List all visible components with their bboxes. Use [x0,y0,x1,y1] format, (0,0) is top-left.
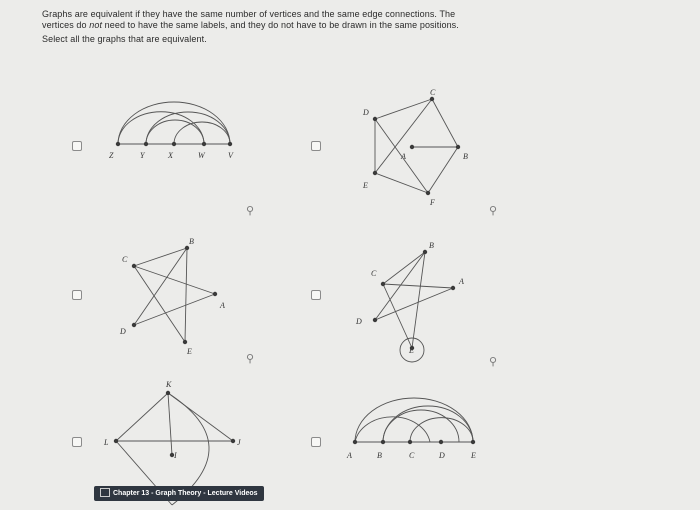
instruction-line-1: Graphs are equivalent if they have the same number of vertices and the same edge connections. The [42,9,456,19]
vertex-label: E [471,451,476,460]
graph-vertex [456,145,460,149]
instruction-emphasis: not [89,20,103,30]
graph-vertex [451,286,455,290]
vertex-label: A [459,277,464,286]
vertex-label: A [347,451,352,460]
graph-vertex [114,439,118,443]
graph-vertex [471,440,475,444]
vertex-label: W [198,151,205,160]
graph-vertex [423,250,427,254]
instruction-text: vertices do [42,20,90,30]
graph-vertex [410,145,414,149]
vertex-label: D [439,451,445,460]
zoom-graph-4-icon[interactable]: ⚲ [489,355,498,368]
vertex-label: C [430,88,436,97]
graph-vertex [373,171,377,175]
graph-vertex [172,142,176,146]
vertex-label: Z [109,151,114,160]
graph-vertex [373,117,377,121]
graph-vertex [228,142,232,146]
graph-vertex [430,97,434,101]
instruction-line-3: Select all the graphs that are equivalent. [42,34,207,44]
instruction-text: need to have the same labels, and they do not have to be drawn in the same positions. [102,20,459,30]
checkbox-graph-3[interactable] [72,290,82,300]
vertex-label: J [237,438,241,447]
vertex-label: L [104,438,109,447]
graph-vertex [132,323,136,327]
checkbox-graph-6[interactable] [311,437,321,447]
vertex-label: E [409,346,414,355]
checkbox-graph-2[interactable] [311,141,321,151]
graph-vertex [373,318,377,322]
vertex-label: B [189,237,194,246]
vertex-label: X [168,151,173,160]
graph-vertex [185,246,189,250]
zoom-graph-1-icon[interactable]: ⚲ [246,204,255,217]
vertex-label: C [122,255,128,264]
graph-vertex [231,439,235,443]
graph-vertex [183,340,187,344]
vertex-label: A [401,152,406,161]
instruction-line-2 [42,20,512,31]
graph-1 [100,92,250,167]
vertex-label: I [174,451,177,460]
zoom-graph-3-icon[interactable]: ⚲ [246,352,255,365]
vertex-label: D [356,317,362,326]
graph-vertex [144,142,148,146]
zoom-graph-2-icon[interactable]: ⚲ [489,204,498,217]
graph-4 [345,232,475,372]
vertex-label: B [377,451,382,460]
video-icon [100,488,110,497]
graph-vertex [353,440,357,444]
vertex-label: D [120,327,126,336]
vertex-label: F [430,198,435,207]
graph-vertex [202,142,206,146]
vertex-label: D [363,108,369,117]
video-tooltip[interactable] [94,486,264,501]
vertex-label: B [463,152,468,161]
vertex-label: K [166,380,172,389]
graph-vertex [166,391,170,395]
vertex-label: A [220,301,225,310]
graph-vertex [381,440,385,444]
vertex-label: V [228,151,233,160]
graph-vertex [213,292,217,296]
graph-vertex [116,142,120,146]
checkbox-graph-4[interactable] [311,290,321,300]
graph-3 [110,230,240,360]
vertex-label: E [187,347,192,356]
checkbox-graph-5[interactable] [72,437,82,447]
graph-vertex [426,191,430,195]
vertex-label: C [409,451,415,460]
graph-vertex [381,282,385,286]
vertex-label: C [371,269,377,278]
checkbox-graph-1[interactable] [72,141,82,151]
tooltip-text: Chapter 13 - Graph Theory - Lecture Videos [113,490,258,497]
graph-6 [335,388,495,463]
vertex-label: E [363,181,368,190]
question-instructions [42,9,512,45]
graph-2 [355,85,495,210]
vertex-label: Y [140,151,145,160]
graph-vertex [408,440,412,444]
vertex-label: B [429,241,434,250]
graph-vertex [439,440,443,444]
graph-vertex [132,264,136,268]
